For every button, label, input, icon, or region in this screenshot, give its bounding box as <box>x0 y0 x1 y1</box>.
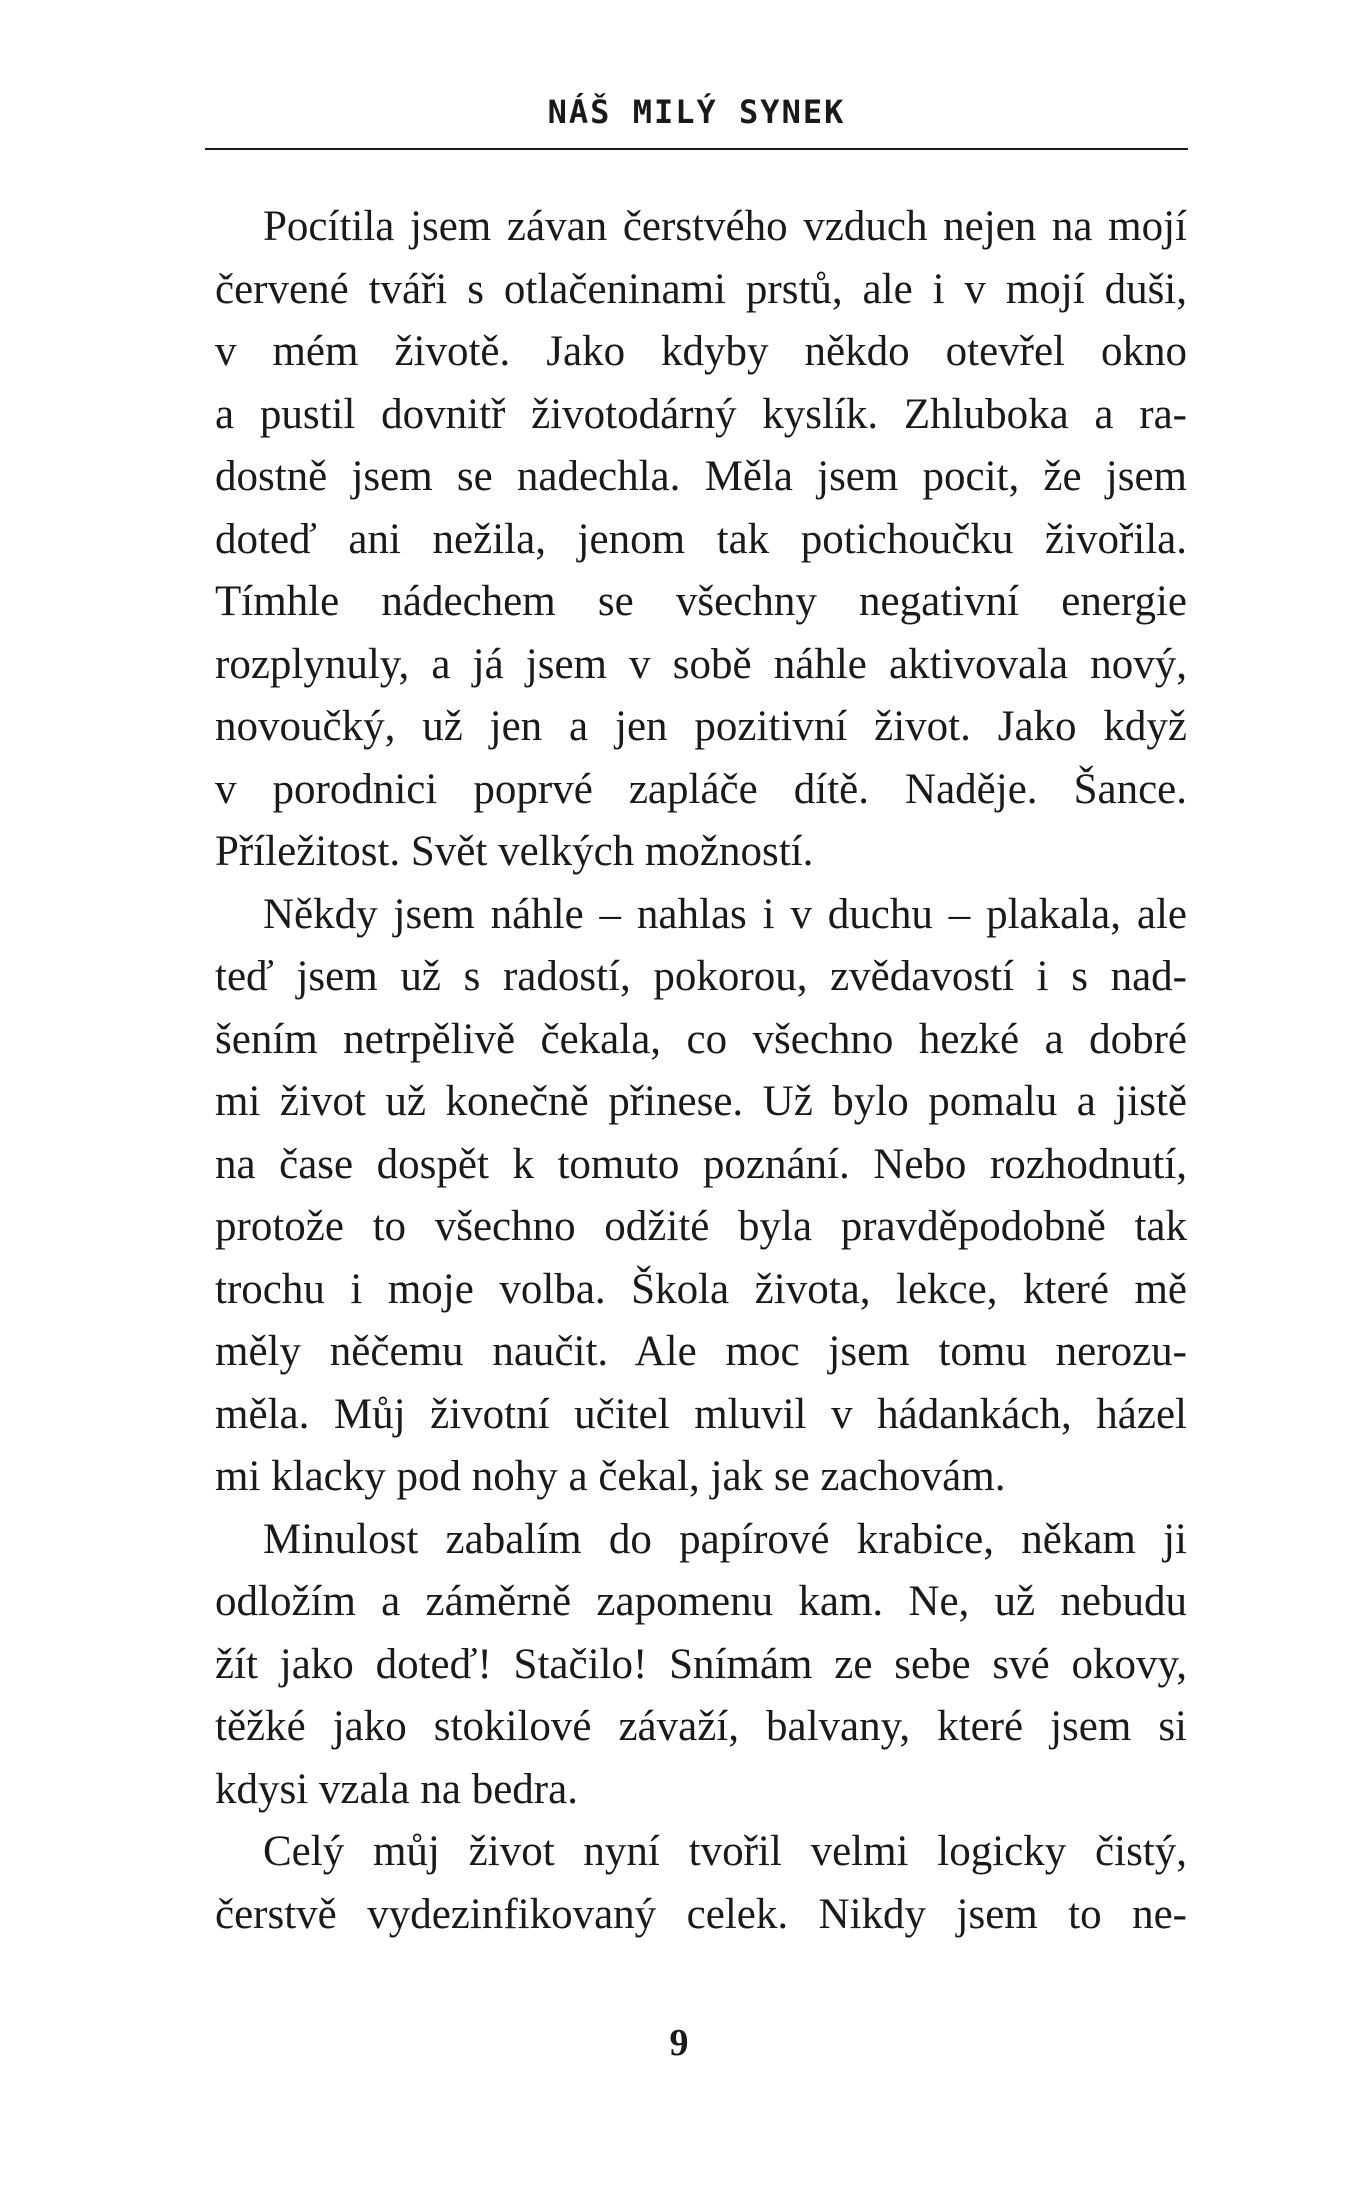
text-line: Minulost zabalím do papírové krabice, někam ji <box>263 1515 1187 1563</box>
paragraph-2 <box>215 884 1187 1509</box>
text-line: v porodnici poprvé zapláče dítě. Naděje. Šance. <box>215 765 1187 813</box>
text-line: a pustil dovnitř životodárný kyslík. Zhluboka a ra- <box>215 390 1187 438</box>
header-rule <box>205 148 1188 150</box>
text-line: červené tváři s otlačeninami prstů, ale i v mojí duši, <box>215 265 1187 313</box>
text-line: na čase dospět k tomuto poznání. Nebo rozhodnutí, <box>215 1140 1187 1188</box>
text-line: měla. Můj životní učitel mluvil v hádankách, házel <box>215 1390 1187 1438</box>
text-line: protože to všechno odžité byla pravděpodobně tak <box>215 1203 1187 1250</box>
page-number: 9 <box>669 2022 689 2064</box>
text-line: novoučký, už jen a jen pozitivní život. Jako když <box>215 703 1187 750</box>
text-line: rozplynuly, a já jsem v sobě náhle aktivovala nový, <box>215 640 1187 688</box>
text-line: mi život už konečně přinese. Už bylo pomalu a jistě <box>215 1078 1187 1125</box>
running-head: NÁŠ MILÝ SYNEK <box>547 93 846 131</box>
text-line: teď jsem už s radostí, pokorou, zvědavostí i s nad- <box>215 953 1187 1000</box>
text-line: dostně jsem se nadechla. Měla jsem pocit, že jsem <box>215 453 1187 500</box>
text-line: Pocítila jsem závan čerstvého vzduch nejen na mojí <box>263 203 1187 250</box>
text-line: Tímhle nádechem se všechny negativní energie <box>215 578 1187 625</box>
text-line: těžké jako stokilové závaží, balvany, které jsem si <box>215 1703 1187 1750</box>
text-line: Příležitost. Svět velkých možností. <box>215 828 814 875</box>
text-line: v mém životě. Jako kdyby někdo otevřel okno <box>215 328 1187 375</box>
text-line: žít jako doteď! Stačilo! Snímám ze sebe své okovy, <box>215 1640 1187 1688</box>
paragraph-4 <box>215 1821 1187 1946</box>
text-line: šením netrpělivě čekala, co všechno hezké a dobré <box>215 1015 1187 1063</box>
paragraph-3 <box>215 1509 1187 1822</box>
paragraph-1 <box>215 196 1187 884</box>
text-line: trochu i moje volba. Škola života, lekce, které mě <box>215 1265 1187 1313</box>
text-line: Někdy jsem náhle – nahlas i v duchu – plakala, ale <box>263 890 1187 938</box>
text-line: odložím a záměrně zapomenu kam. Ne, už nebudu <box>215 1578 1187 1625</box>
text-line: doteď ani nežila, jenom tak potichoučku živořila. <box>215 515 1187 563</box>
text-line: kdysi vzala na bedra. <box>215 1765 578 1813</box>
text-line: čerstvě vydezinfikovaný celek. Nikdy jsem to ne- <box>215 1890 1187 1938</box>
text-line: mi klacky pod nohy a čekal, jak se zachovám. <box>215 1453 1006 1500</box>
text-line: měly něčemu naučit. Ale moc jsem tomu nerozu- <box>215 1328 1187 1375</box>
body-text <box>215 196 1187 1946</box>
text-line: Celý můj život nyní tvořil velmi logicky čistý, <box>263 1828 1187 1875</box>
